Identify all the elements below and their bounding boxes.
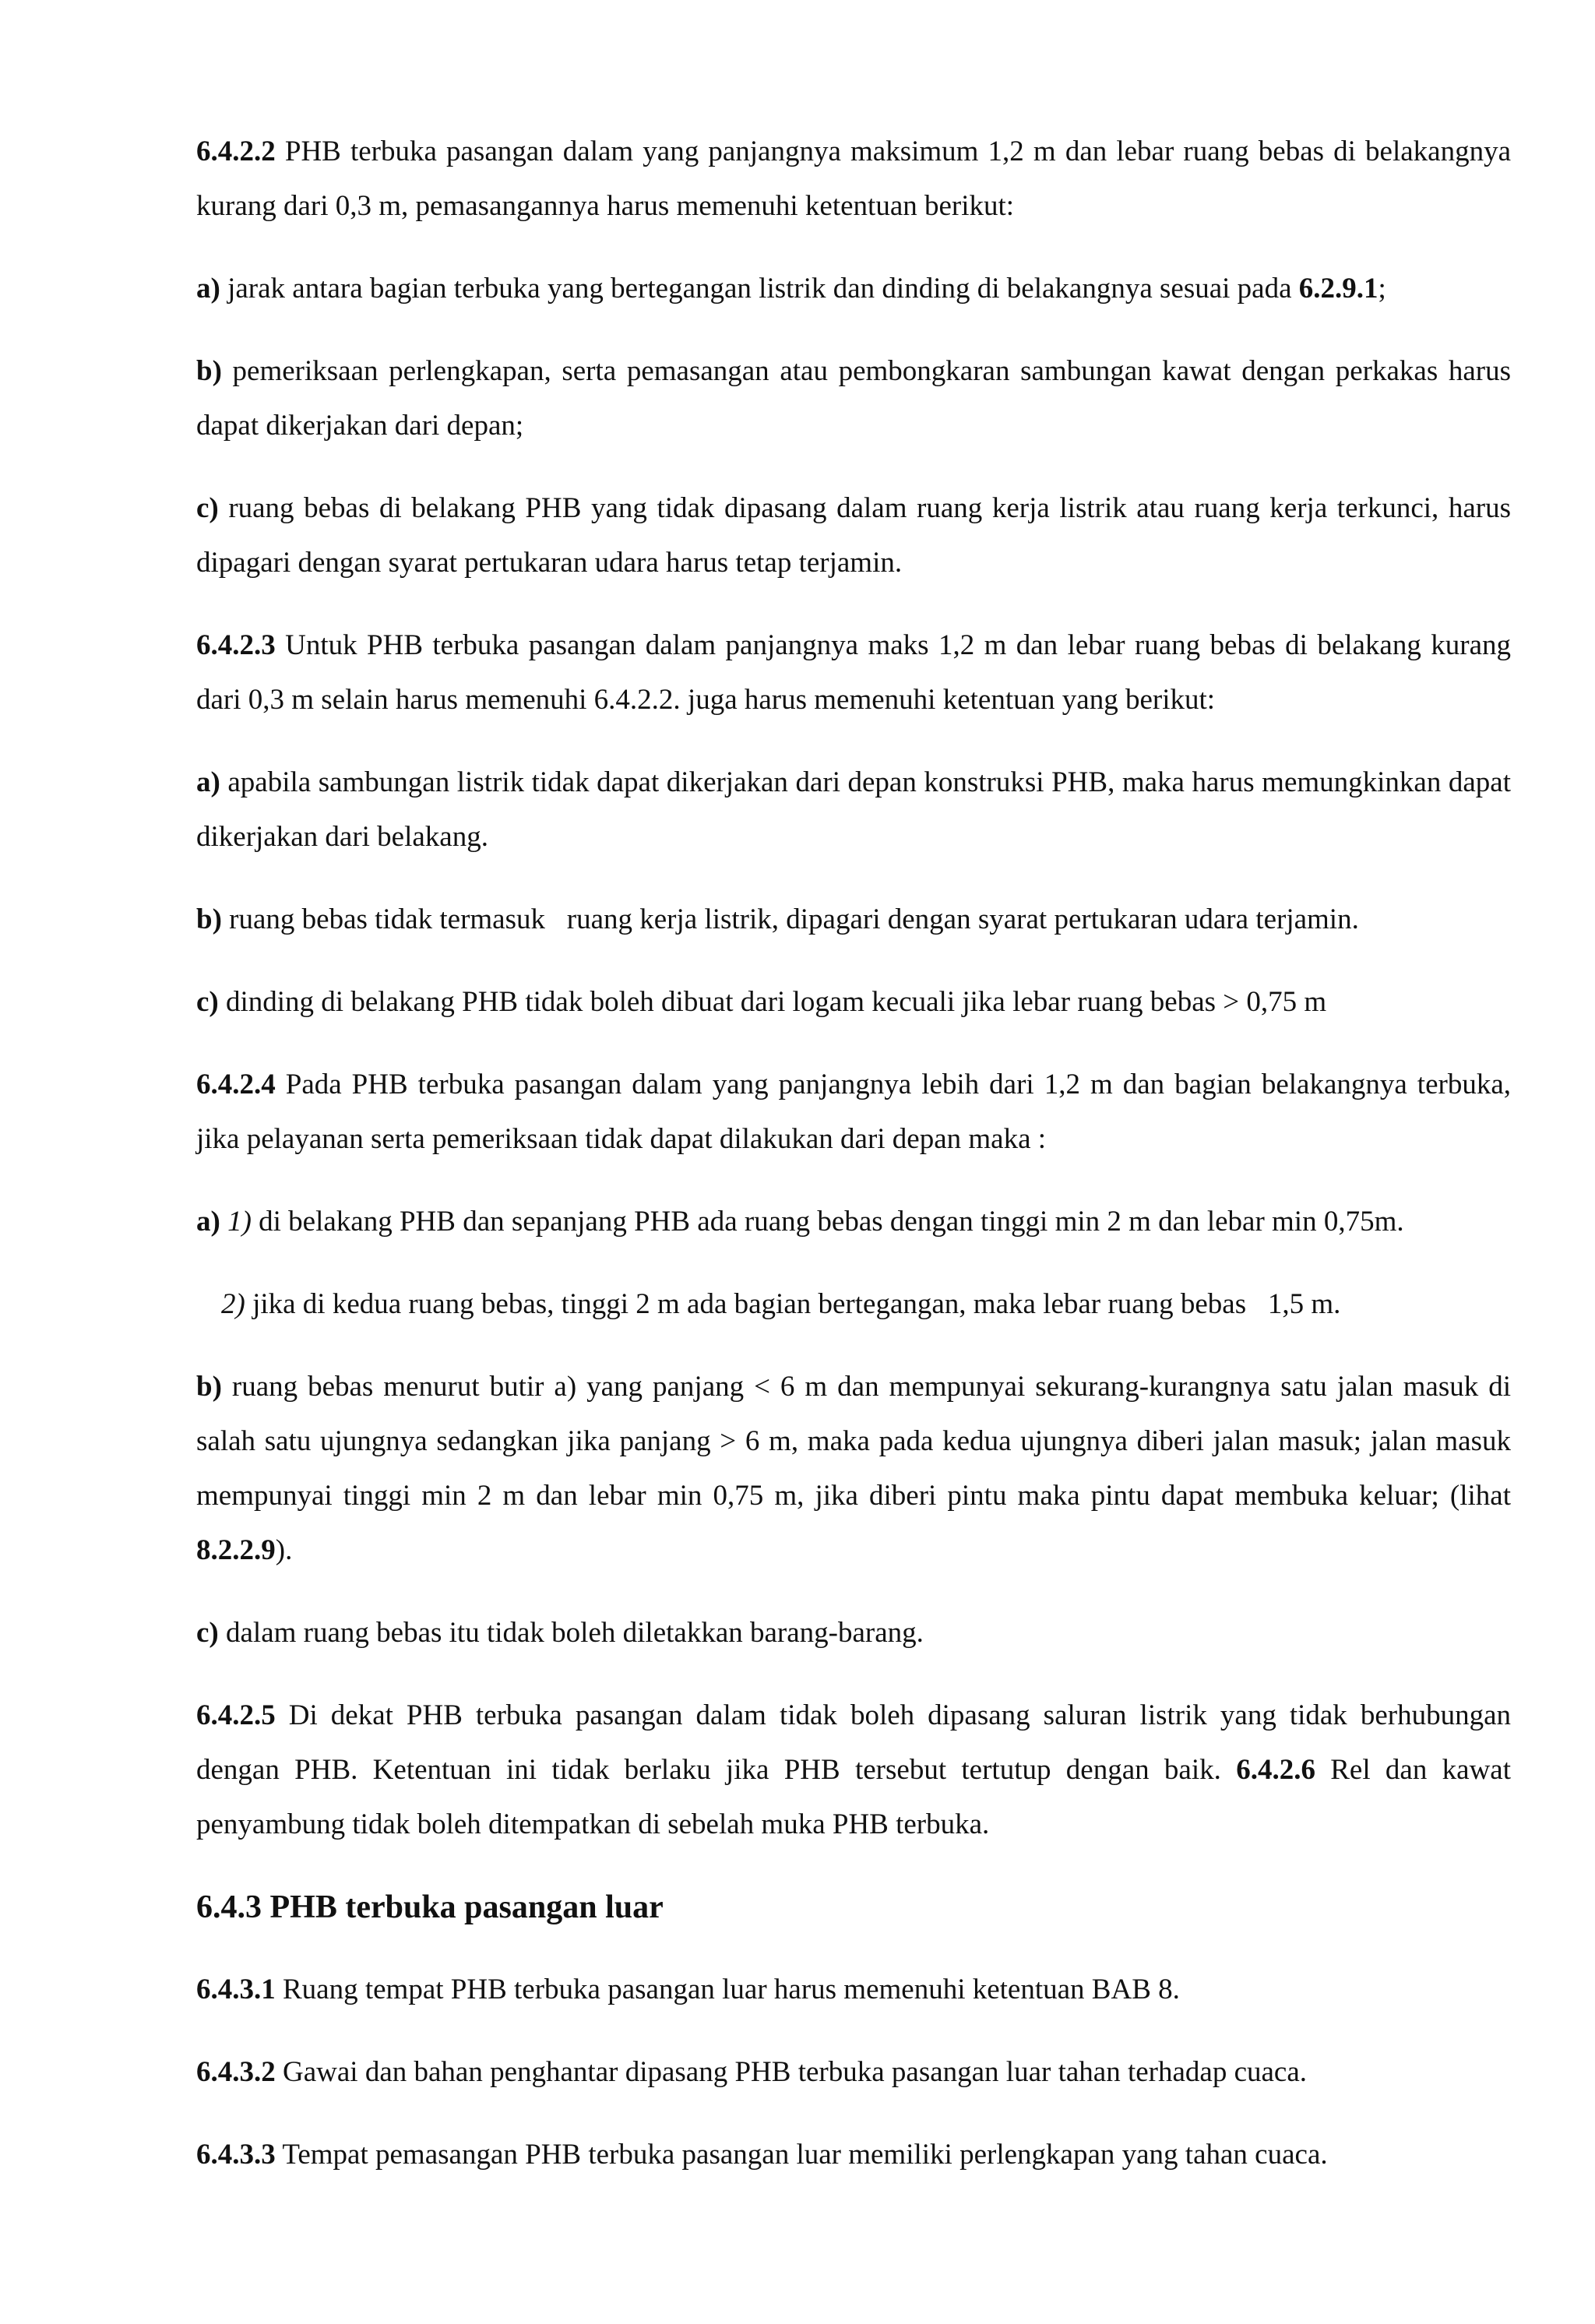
item-text: ruang bebas tidak termasuk ruang kerja listrik, dipagari dengan syarat pertukaran udara terjamin. (221, 903, 1359, 935)
clause-6-4-2-4 (196, 1058, 1511, 1167)
item-text: jarak antara bagian terbuka yang bertegangan listrik dan dinding di belakangnya sesuai pada (220, 273, 1299, 305)
sub-item-label: 1) (220, 1206, 252, 1238)
item-c (196, 481, 1511, 590)
item-text: pemeriksaan perlengkapan, serta pemasangan atau pembongkaran sambungan kawat dengan perkakas harus dapat dikerjakan dari depan; (196, 355, 1511, 442)
clause-number: 6.4.3.2 (196, 2056, 276, 2088)
clause-number: 6.4.2.3 (196, 629, 276, 661)
sub-item-label: 2) (221, 1288, 245, 1320)
item-text: dalam ruang bebas itu tidak boleh diletakkan barang-barang. (218, 1617, 924, 1649)
item-a-2 (196, 1277, 1511, 1332)
cross-reference: 8.2.2.9 (196, 1534, 276, 1566)
clause-text: Pada PHB terbuka pasangan dalam yang panjangnya lebih dari 1,2 m dan bagian belakangnya terbuka, jika pelayanan serta pemeriksaan tidak dapat dilakukan dari depan maka : (196, 1069, 1511, 1155)
item-text: jika di kedua ruang bebas, tinggi 2 m ada bagian bertegangan, maka lebar ruang bebas 1,5 m. (245, 1288, 1341, 1320)
item-label: b) (196, 355, 222, 387)
item-a (196, 262, 1511, 316)
item-label: b) (196, 903, 222, 935)
clause-6-4-3-3 (196, 2128, 1511, 2182)
item-text: di belakang PHB dan sepanjang PHB ada ruang bebas dengan tinggi min 2 m dan lebar min 0,75m. (251, 1206, 1404, 1238)
clause-6-4-2-5 (196, 1688, 1511, 1852)
item-tail: ). (275, 1534, 293, 1566)
clause-number: 6.4.3.1 (196, 1974, 276, 2005)
item-label: c) (196, 986, 219, 1018)
document-page (196, 125, 1511, 2210)
item-text: apabila sambungan listrik tidak dapat dikerjakan dari depan konstruksi PHB, maka harus memungkinkan dapat dikerjakan dari belakang. (196, 766, 1511, 853)
item-label: a) (196, 766, 220, 798)
item-b (196, 344, 1511, 453)
cross-reference: 6.2.9.1 (1298, 273, 1378, 305)
clause-text: Gawai dan bahan penghantar dipasang PHB terbuka pasangan luar tahan terhadap cuaca. (275, 2056, 1308, 2088)
item-text: dinding di belakang PHB tidak boleh dibuat dari logam kecuali jika lebar ruang bebas > 0,75 m (218, 986, 1327, 1018)
clause-number: 6.4.2.2 (196, 136, 276, 167)
clause-text: Untuk PHB terbuka pasangan dalam panjangnya maks 1,2 m dan lebar ruang bebas di belakang kurang dari 0,3 m selain harus memenuhi 6.4.2.2. juga harus memenuhi ketentuan yang berikut: (196, 629, 1511, 716)
clause-number-2: 6.4.2.6 (1236, 1754, 1315, 1786)
item-label: c) (196, 492, 219, 524)
item-c (196, 975, 1511, 1030)
clause-6-4-2-3 (196, 618, 1511, 727)
clause-6-4-3-1 (196, 1963, 1511, 2017)
item-c (196, 1606, 1511, 1660)
clause-number: 6.4.2.4 (196, 1069, 276, 1100)
item-b (196, 893, 1511, 947)
item-a (196, 755, 1511, 864)
clause-6-4-2-2 (196, 125, 1511, 234)
item-a-1 (196, 1195, 1511, 1249)
clause-number: 6.4.3.3 (196, 2139, 276, 2171)
clause-text-2: Rel dan kawat penyambung tidak boleh ditempatkan di sebelah muka PHB terbuka. (196, 1754, 1511, 1840)
item-text: ruang bebas menurut butir a) yang panjang < 6 m dan mempunyai sekurang-kurangnya satu jalan masuk di salah satu ujungnya sedangkan jika panjang > 6 m, maka pada kedua ujungnya diberi jalan masuk; jalan masuk mempunyai tinggi min 2 m dan lebar min 0,75 m, jika diberi pintu maka pintu dapat membuka keluar; (lihat (196, 1371, 1511, 1512)
item-b (196, 1360, 1511, 1578)
item-label: a) (196, 273, 220, 305)
section-heading: 6.4.3 PHB terbuka pasangan luar (196, 1889, 664, 1925)
clause-number: 6.4.2.5 (196, 1699, 276, 1731)
clause-text: PHB terbuka pasangan dalam yang panjangnya maksimum 1,2 m dan lebar ruang bebas di belakangnya kurang dari 0,3 m, pemasangannya harus memenuhi ketentuan berikut: (196, 136, 1511, 222)
item-tail: ; (1378, 273, 1386, 305)
clause-text: Tempat pemasangan PHB terbuka pasangan luar memiliki perlengkapan yang tahan cuaca. (275, 2139, 1328, 2171)
item-text: ruang bebas di belakang PHB yang tidak dipasang dalam ruang kerja listrik atau ruang kerja terkunci, harus dipagari dengan syarat pertukaran udara harus tetap terjamin. (196, 492, 1511, 579)
clause-6-4-3-2 (196, 2045, 1511, 2100)
clause-text: Ruang tempat PHB terbuka pasangan luar harus memenuhi ketentuan BAB 8. (275, 1974, 1180, 2005)
item-label: c) (196, 1617, 219, 1649)
item-label: b) (196, 1371, 222, 1403)
item-label: a) (196, 1206, 220, 1238)
clause-text: Di dekat PHB terbuka pasangan dalam tidak boleh dipasang saluran listrik yang tidak berhubungan dengan PHB. Ketentuan ini tidak berlaku jika PHB tersebut tertutup dengan baik. (196, 1699, 1511, 1786)
